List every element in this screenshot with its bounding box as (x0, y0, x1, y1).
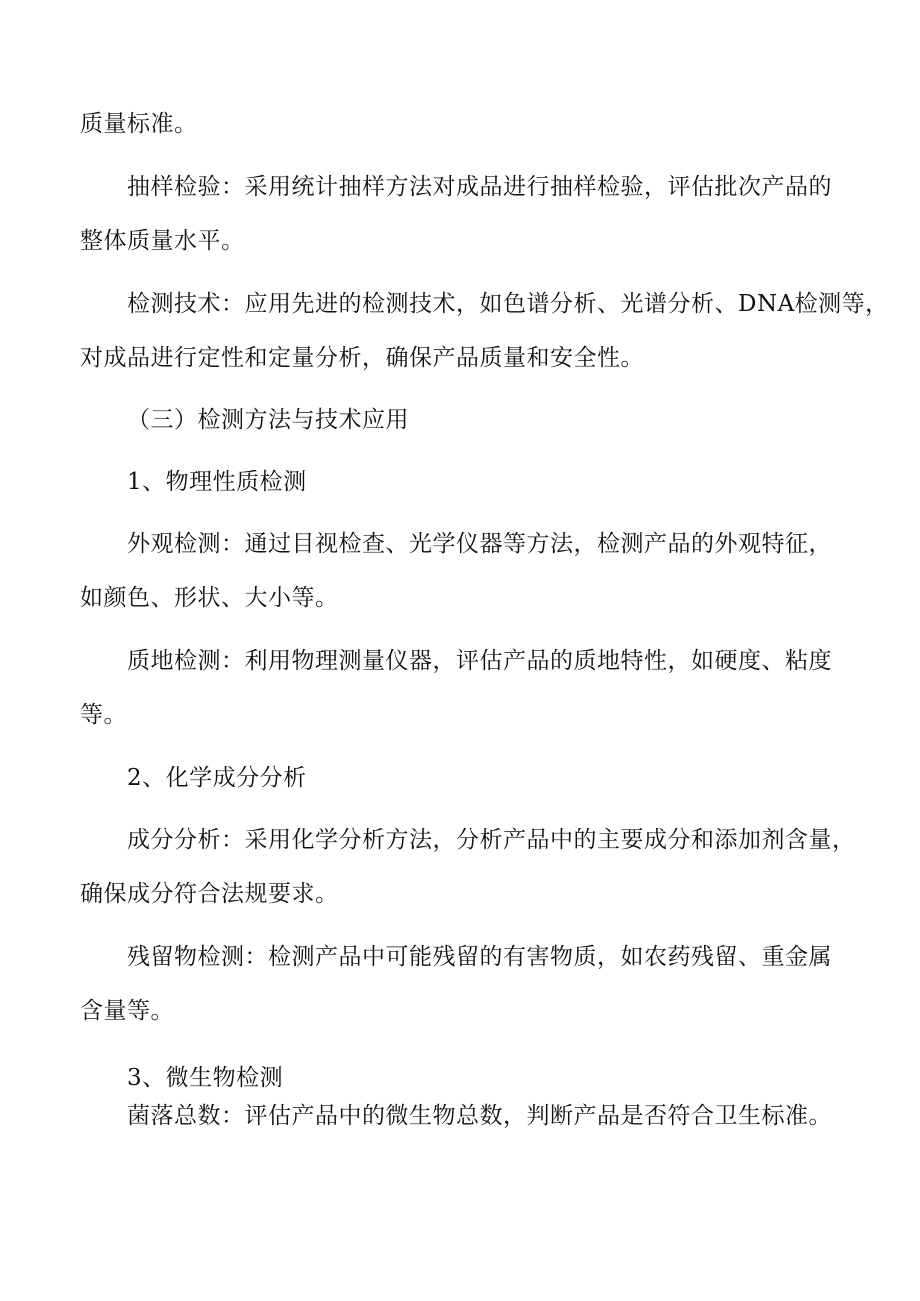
paragraph-line: 质地检测：利用物理测量仪器，评估产品的质地特性，如硬度、粘度 (127, 648, 832, 674)
subsection-heading: 1、物理性质检测 (127, 469, 307, 495)
paragraph-line: 如颜色、形状、大小等。 (80, 585, 339, 611)
paragraph-line: 成分分析：采用化学分析方法，分析产品中的主要成分和添加剂含量， (127, 827, 856, 853)
paragraph-line: 等。 (80, 702, 127, 728)
paragraph-line: 确保成分符合法规要求。 (80, 881, 339, 907)
paragraph-line: 含量等。 (80, 998, 174, 1024)
subsection-heading: 2、化学成分分析 (127, 765, 307, 791)
paragraph-line: 外观检测：通过目视检查、光学仪器等方法，检测产品的外观特征， (127, 531, 832, 557)
paragraph-line: 整体质量水平。 (80, 228, 245, 254)
paragraph-line: 质量标准。 (80, 111, 198, 137)
paragraph-line: 菌落总数：评估产品中的微生物总数，判断产品是否符合卫生标准。 (127, 1103, 832, 1129)
paragraph-line: 检测技术：应用先进的检测技术，如色谱分析、光谱分析、DNA检测等， (127, 291, 889, 317)
subsection-heading: 3、微生物检测 (127, 1065, 284, 1091)
paragraph-line: 抽样检验：采用统计抽样方法对成品进行抽样检验，评估批次产品的 (127, 174, 832, 200)
paragraph-line: 对成品进行定性和定量分析，确保产品质量和安全性。 (80, 345, 644, 371)
section-heading: （三）检测方法与技术应用 (127, 407, 409, 433)
paragraph-line: 残留物检测：检测产品中可能残留的有害物质，如农药残留、重金属 (127, 944, 832, 970)
